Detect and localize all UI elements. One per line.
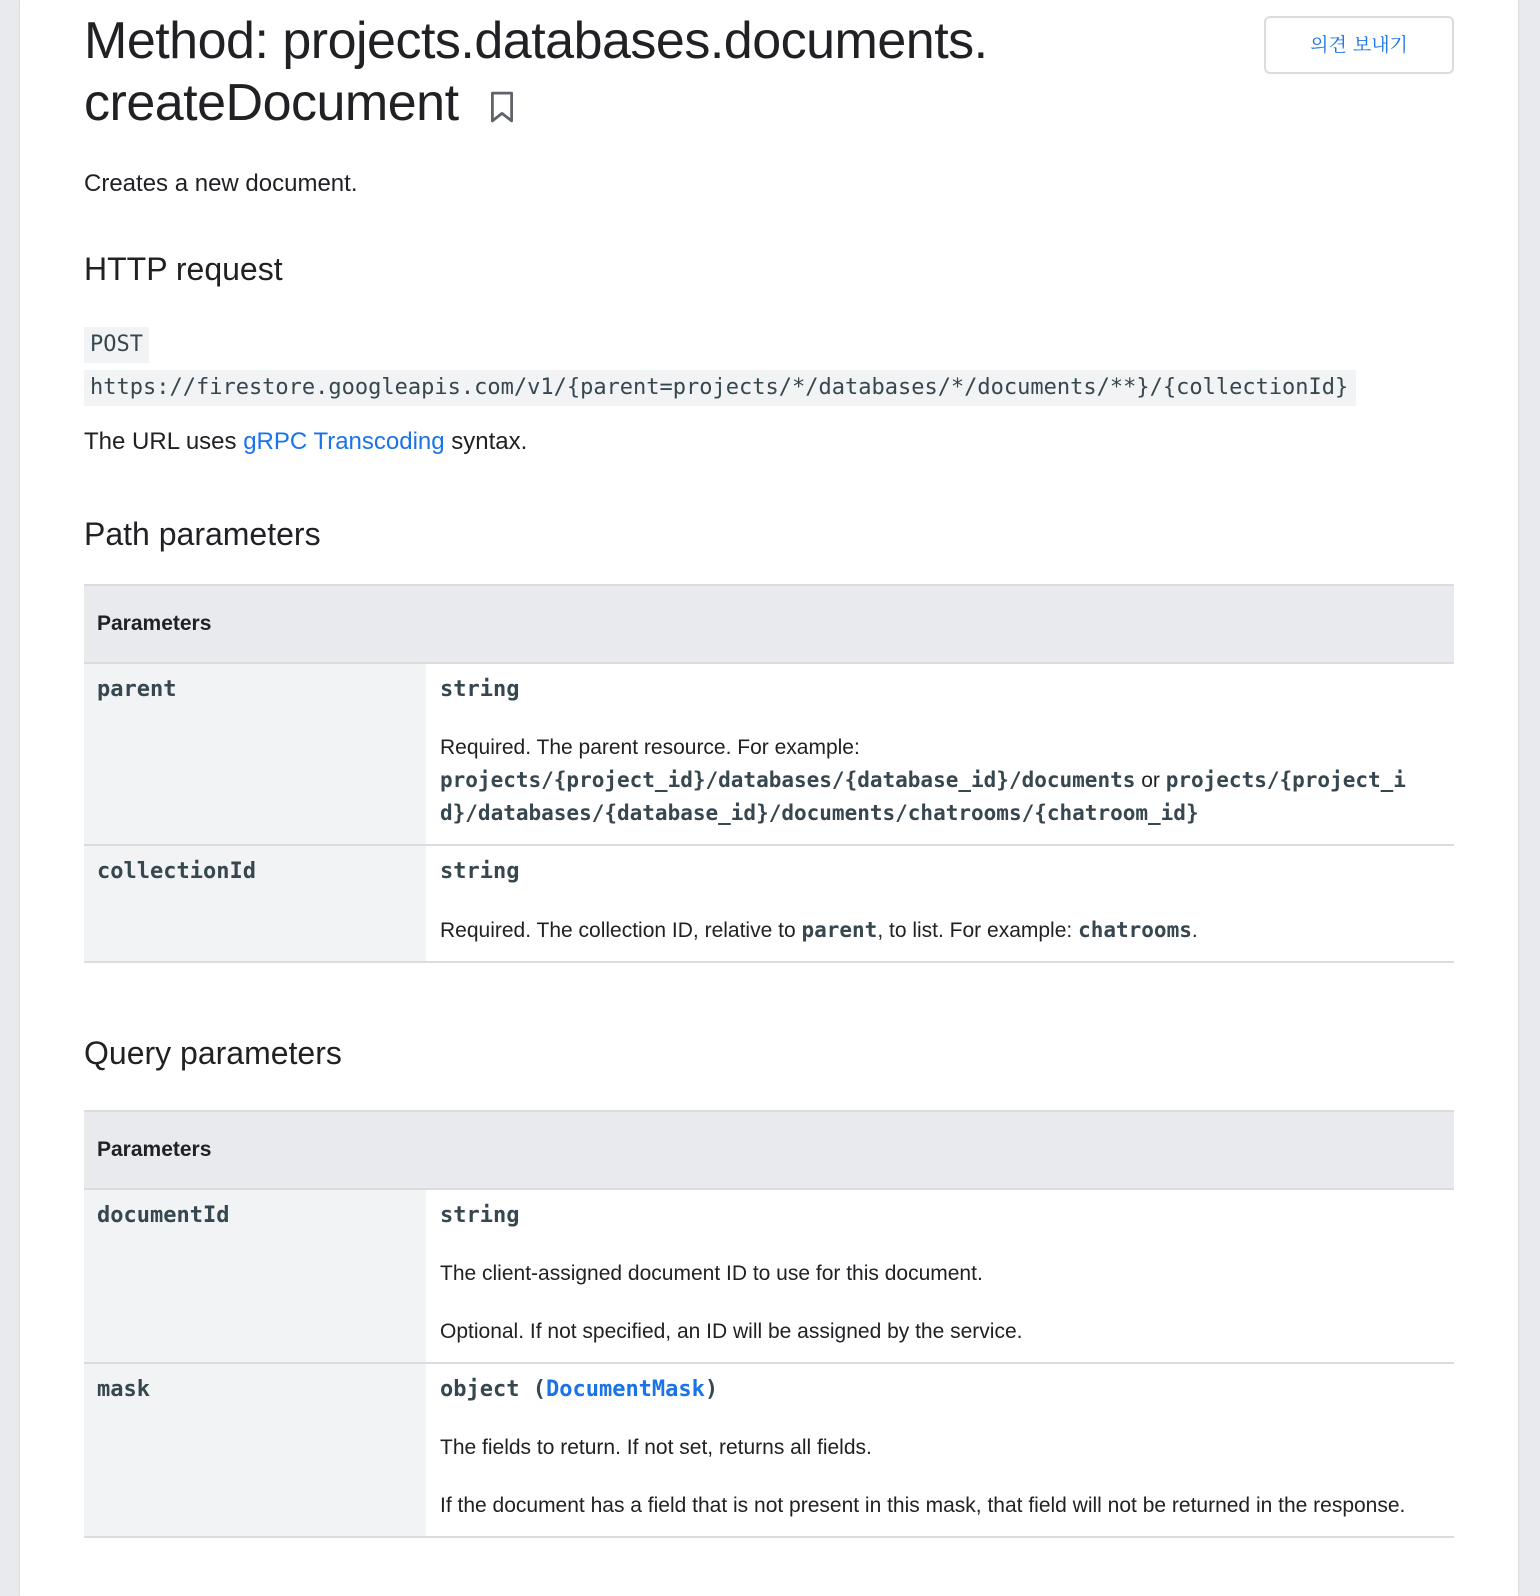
grpc-transcoding-link[interactable]: gRPC Transcoding [243,428,445,455]
param-type: string [440,1203,520,1228]
url-note [84,424,527,460]
query-parameters-heading: Query parameters [84,1035,342,1071]
param-desc-text: Optional. If not specified, an ID will be assigned by the service. [440,1320,1023,1343]
param-name: parent [84,663,426,845]
path-parameters-heading: Path parameters [84,516,321,552]
table-header: Parameters [84,1111,1454,1189]
table-header: Parameters [84,585,1454,663]
param-description [426,845,1454,962]
http-method: POST [84,327,149,363]
http-url: https://firestore.googleapis.com/v1/{parent=projects/*/databases/*/documents/**}/{collectionId} [84,370,1356,406]
path-parameters-table [84,584,1454,963]
title-line-2: createDocument [84,74,459,132]
page [20,0,1518,1596]
param-example-2: projects/{project_id}/databases/{database_id}/documents/chatrooms/{chatroom_id} [440,768,1406,825]
main-content [84,0,1454,1517]
param-description [426,663,1454,845]
type-prefix: object ( [440,1377,546,1402]
table-row [84,663,1454,845]
param-desc-text: If the document has a field that is not present in this mask, that field will not be returned in the response. [440,1494,1406,1517]
method-description: Creates a new document. [84,170,358,197]
title-line-1: Method: projects.databases.documents. [84,12,988,70]
document-mask-link[interactable]: DocumentMask [545,1377,705,1402]
param-desc-text: . [1191,919,1198,942]
http-request-code [84,326,1356,407]
table-row [84,1363,1454,1537]
param-type: string [440,859,520,884]
page-header [84,0,1454,150]
param-desc-text: Required. The collection ID, relative to [440,919,802,942]
table-row [84,1189,1454,1363]
param-description [426,1363,1454,1537]
param-desc-text: The client-assigned document ID to use for this document. [440,1262,983,1285]
param-example-1: projects/{project_id}/databases/{database_id}/documents [440,768,1136,792]
param-name: documentId [84,1189,426,1363]
param-code-chatrooms: chatrooms [1078,918,1192,942]
url-note-after: syntax. [444,428,528,455]
url-note-before: The URL uses [84,428,244,455]
type-suffix: ) [704,1377,719,1402]
table-header-row [84,585,1454,663]
param-type [440,1376,1440,1404]
param-desc-text: Required. The parent resource. For example: [440,736,860,759]
http-request-heading: HTTP request [84,251,283,287]
param-desc-text: , to list. For example: [877,919,1079,942]
param-desc-or: or [1135,769,1166,792]
param-type: string [440,677,520,702]
param-desc-text: The fields to return. If not set, returns all fields. [440,1436,872,1459]
table-header-row [84,1111,1454,1189]
param-name: mask [84,1363,426,1537]
param-name: collectionId [84,845,426,962]
send-feedback-button[interactable]: 의견 보내기 [1264,16,1454,74]
page-title [84,10,1134,134]
query-parameters-table [84,1110,1454,1538]
table-row [84,845,1454,962]
bookmark-icon[interactable] [489,91,515,123]
param-code-parent: parent [801,918,878,942]
param-description [426,1189,1454,1363]
